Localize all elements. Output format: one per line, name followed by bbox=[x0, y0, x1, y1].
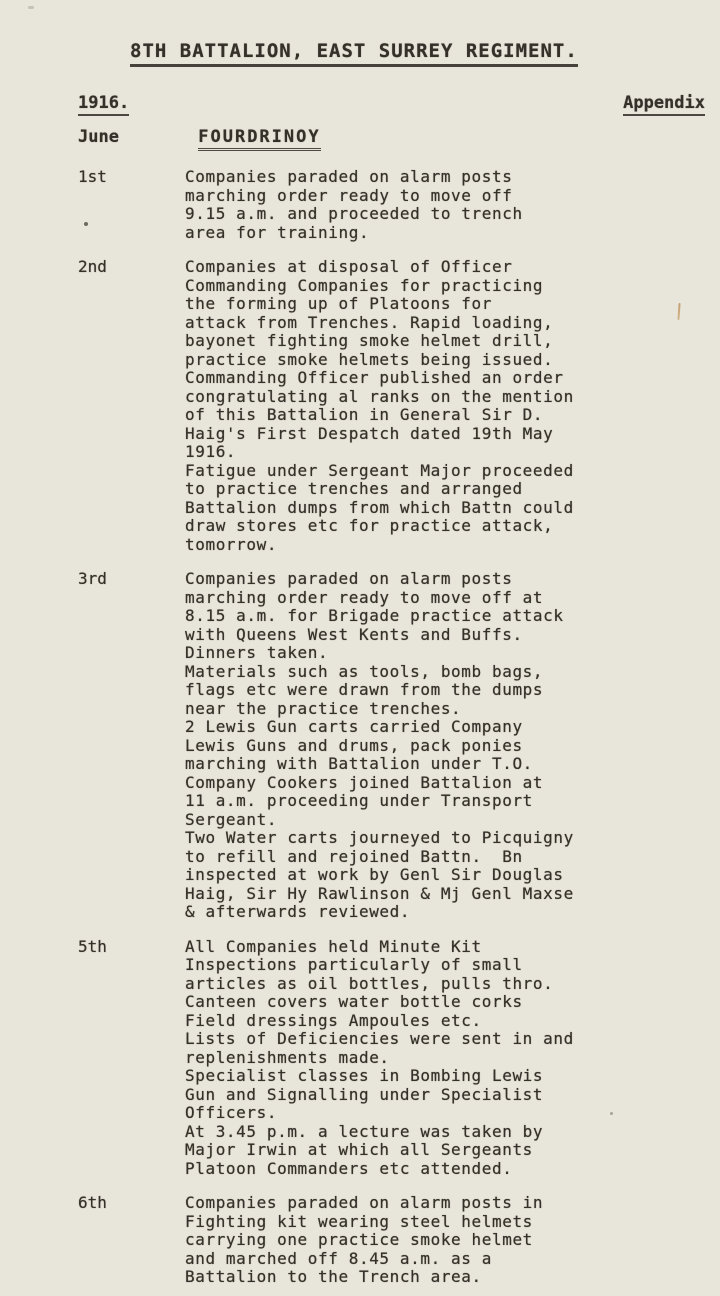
diary-entry bbox=[78, 938, 706, 1179]
entry-line: draw stores etc for practice attack, bbox=[185, 516, 554, 535]
entry-line: 11 a.m. proceeding under Transport bbox=[185, 791, 533, 810]
entry-line: Companies at disposal of Officer bbox=[185, 257, 513, 276]
entry-line: 9.15 a.m. and proceeded to trench bbox=[185, 204, 523, 223]
entry-body bbox=[185, 168, 706, 242]
entry-day: 3rd bbox=[78, 569, 107, 588]
entry-line: Lewis Guns and drums, pack ponies bbox=[185, 735, 523, 755]
entry-line: attack from Trenches. Rapid loading, bbox=[185, 312, 554, 332]
entry-day: 6th bbox=[78, 1193, 107, 1212]
entry-day: 5th bbox=[78, 936, 107, 956]
entry-line: replenishments made. bbox=[185, 1047, 390, 1067]
diary-entry bbox=[78, 168, 706, 242]
entry-line: Company Cookers joined Battalion at bbox=[185, 772, 544, 792]
entry-line: 1916. bbox=[185, 442, 237, 461]
entry-day: 2nd bbox=[78, 257, 107, 276]
entry-line: Battalion dumps from which Battn could bbox=[185, 497, 574, 517]
entry-body bbox=[185, 570, 706, 922]
entry-line: Companies paraded on alarm posts bbox=[185, 167, 513, 186]
appendix-label: Appendix bbox=[623, 93, 705, 116]
entry-line: Commanding Companies for practicing bbox=[185, 275, 544, 295]
entry-line: inspected at work by Genl Sir Douglas bbox=[185, 865, 564, 884]
entry-line: Companies paraded on alarm posts bbox=[185, 569, 513, 588]
entry-line: Battalion to the Trench area. bbox=[185, 1267, 482, 1286]
entry-line: Fighting kit wearing steel helmets bbox=[185, 1211, 533, 1231]
entry-line: and marched off 8.45 a.m. as a bbox=[185, 1248, 492, 1268]
entry-line: articles as oil bottles, pulls thro. bbox=[185, 973, 554, 993]
entry-line: carrying one practice smoke helmet bbox=[185, 1230, 533, 1249]
entry-line: & afterwards reviewed. bbox=[185, 902, 411, 921]
entry-line: near the practice trenches. bbox=[185, 698, 462, 718]
entry-body bbox=[185, 1194, 706, 1287]
entry-line: area for training. bbox=[185, 222, 370, 242]
year-appendix-row bbox=[78, 93, 705, 116]
entry-line: congratulating al ranks on the mention bbox=[185, 386, 574, 406]
diary-entry bbox=[78, 570, 706, 922]
entry-line: to practice trenches and arranged bbox=[185, 479, 523, 498]
diary-entries bbox=[78, 168, 706, 1296]
month-label: June bbox=[78, 127, 119, 147]
entry-body bbox=[185, 258, 706, 554]
entry-line: bayonet fighting smoke helmet drill, bbox=[185, 331, 554, 350]
diary-entry bbox=[78, 1194, 706, 1287]
diary-entry bbox=[78, 258, 706, 554]
location-heading: FOURDRINOY bbox=[198, 127, 320, 151]
entry-body bbox=[185, 938, 706, 1179]
entry-line: Field dressings Ampoules etc. bbox=[185, 1010, 482, 1030]
entry-line: Haig, Sir Hy Rawlinson & Mj Genl Maxse bbox=[185, 883, 574, 903]
entry-line: Haig's First Despatch dated 19th May bbox=[185, 423, 554, 443]
year-label: 1916. bbox=[78, 93, 129, 116]
paper-smudge bbox=[28, 6, 34, 9]
entry-line: marching with Battalion under T.O. bbox=[185, 754, 533, 773]
entry-line: of this Battalion in General Sir D. bbox=[185, 405, 544, 424]
entry-line: Dinners taken. bbox=[185, 643, 329, 662]
entry-line: tomorrow. bbox=[185, 534, 278, 554]
entry-line: Lists of Deficiencies were sent in and bbox=[185, 1029, 574, 1048]
entry-day: 1st bbox=[78, 167, 107, 186]
entry-line: marching order ready to move off at bbox=[185, 587, 544, 607]
entry-line: Gun and Signalling under Specialist bbox=[185, 1084, 544, 1104]
month-row bbox=[78, 127, 321, 147]
entry-line: 2 Lewis Gun carts carried Company bbox=[185, 717, 523, 736]
entry-line: practice smoke helmets being issued. bbox=[185, 349, 554, 369]
entry-line: All Companies held Minute Kit bbox=[185, 936, 482, 956]
entry-line: Specialist classes in Bombing Lewis bbox=[185, 1066, 544, 1085]
entry-line: Sergeant. bbox=[185, 809, 278, 829]
entry-line: Canteen covers water bottle corks bbox=[185, 992, 523, 1011]
entry-line: Platoon Commanders etc attended. bbox=[185, 1158, 513, 1178]
entry-line: Two Water carts journeyed to Picquigny bbox=[185, 828, 574, 847]
entry-line: Companies paraded on alarm posts in bbox=[185, 1193, 544, 1212]
entry-line: with Queens West Kents and Buffs. bbox=[185, 624, 523, 644]
entry-line: Fatigue under Sergeant Major proceeded bbox=[185, 460, 574, 480]
entry-line: 8.15 a.m. for Brigade practice attack bbox=[185, 606, 564, 625]
entry-line: to refill and rejoined Battn. Bn bbox=[185, 846, 523, 866]
entry-line: marching order ready to move off bbox=[185, 185, 513, 205]
entry-line: At 3.45 p.m. a lecture was taken by bbox=[185, 1121, 544, 1141]
entry-line: Inspections particularly of small bbox=[185, 955, 523, 974]
document-title: 8TH BATTALION, EAST SURREY REGIMENT. bbox=[130, 40, 578, 67]
entry-line: the forming up of Platoons for bbox=[185, 294, 492, 313]
entry-line: Major Irwin at which all Sergeants bbox=[185, 1140, 533, 1159]
entry-line: Materials such as tools, bomb bags, bbox=[185, 661, 544, 681]
entry-line: flags etc were drawn from the dumps bbox=[185, 680, 544, 699]
entry-line: Officers. bbox=[185, 1103, 278, 1122]
entry-line: Commanding Officer published an order bbox=[185, 368, 564, 387]
